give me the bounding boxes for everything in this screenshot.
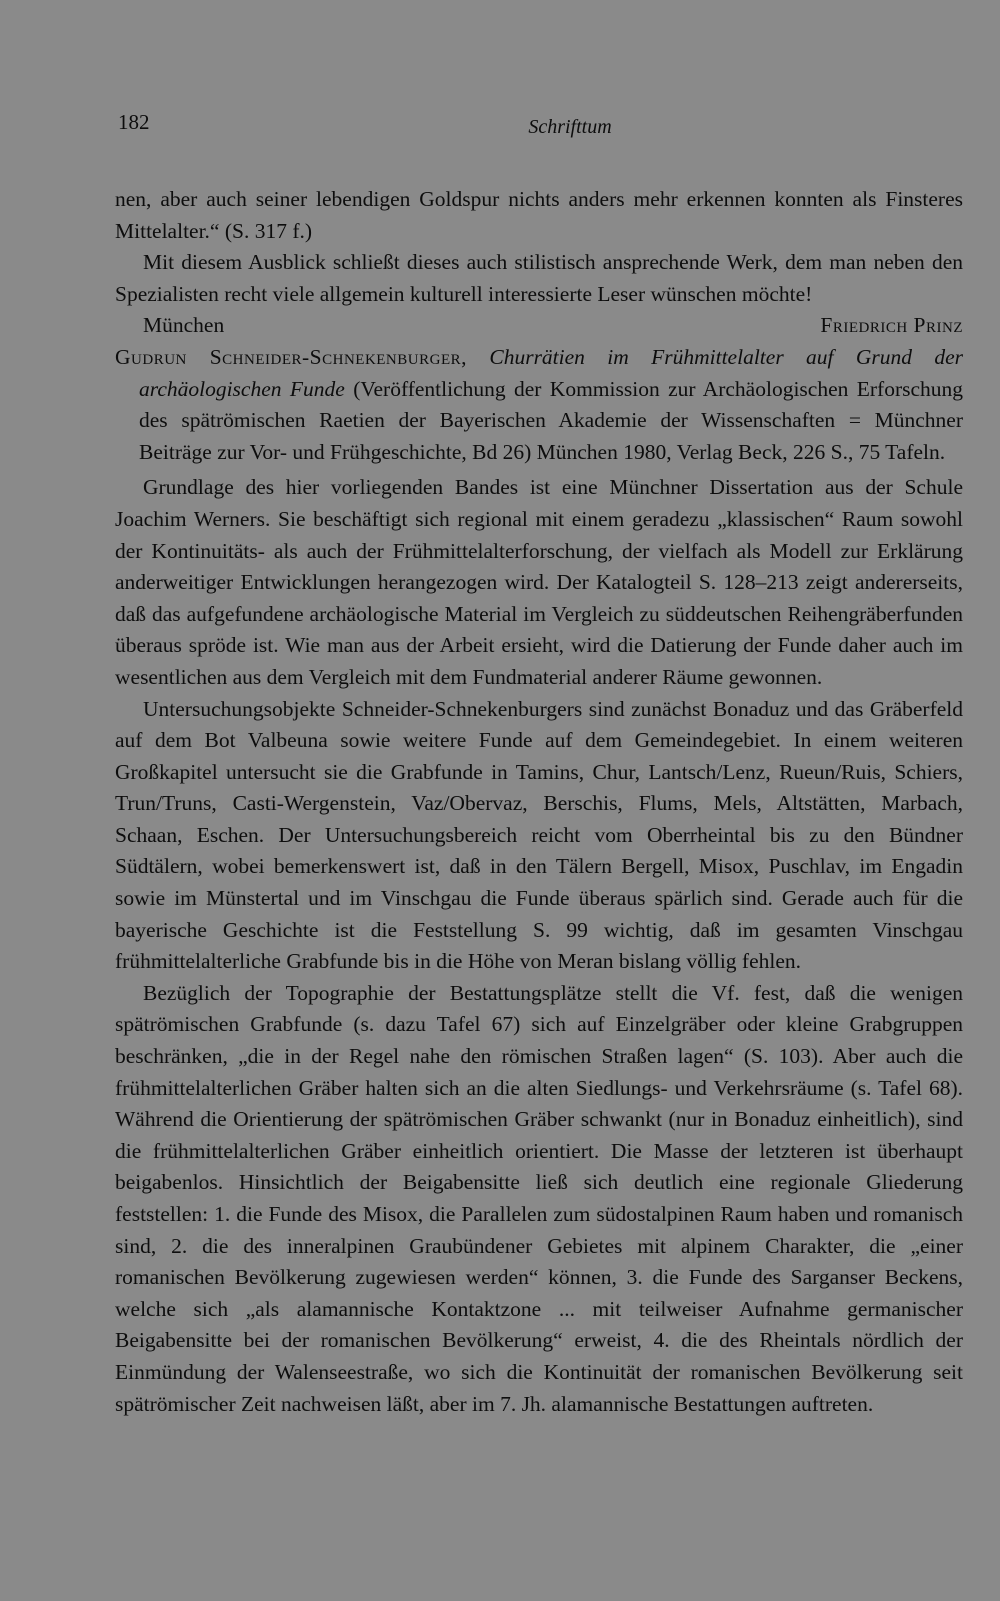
review-paragraph: Grundlage des hier vorliegenden Bandes ist eine Münchner Dissertation aus der Schule Joachim Werners. Sie beschäftigt sich regional mit einem geradezu „klassischen“ Raum sowohl der Kontinuitäts- als auch der Frühmittelalterforschung, der vielfach als Modell zur Erklärung anderweitiger Entwicklungen herangezogen wird. Der Katalogteil S. 128–213 zeigt andererseits, daß das aufgefundene archäologische Material im Vergleich zu süddeutschen Reihengräberfunden überaus spröde ist. Wie man aus der Arbeit ersieht, wird die Datierung der Funde daher auch im wesentlichen aus dem Vergleich mit dem Fundmaterial anderer Räume gewonnen. — [115, 475, 963, 689]
review-paragraph: Untersuchungsobjekte Schneider-Schnekenburgers sind zunächst Bonaduz und das Gräberfeld auf dem Bot Valbeuna sowie weitere Funde auf dem Gemeindegebiet. In einem weiteren Großkapitel untersucht sie die Grabfunde in Tamins, Chur, Lantsch/Lenz, Rueun/Ruis, Schiers, Trun/Truns, Casti-Wergenstein, Vaz/Obervaz, Berschis, Flums, Mels, Altstätten, Marbach, Schaan, Eschen. Der Untersuchungsbereich reicht vom Oberrheintal bis zu den Bündner Südtälern, wobei bemerkenswert ist, daß in den Tälern Bergell, Misox, Puschlav, im Engadin sowie im Münstertal und im Vinschgau die Funde überaus spärlich sind. Gerade auch für die bayerische Geschichte ist die Feststellung S. 99 wichtig, daß im gesamten Vinschgau frühmittelalterliche Grabfunde bis in die Höhe von Meran bislang völlig fehlen. — [115, 696, 963, 974]
review-bibliographic-heading — [115, 342, 963, 468]
review-book-details: (Veröffentlichung der Kommission zur Archäologischen Erforschung des spätrömischen Raetien der Bayerischen Akademie der Wissenschaften = Münchner Beiträge zur Vor- und Frühgeschichte, Bd 26) München 1980, Verlag Beck, 226 S., 75 Tafeln. — [139, 376, 964, 464]
page-number: 182 — [118, 110, 150, 134]
review-author: Gudrun Schneider-Schnekenburger, — [115, 344, 467, 369]
review-book-title: Churrätien im Frühmittelalter auf Grund der archäologischen Funde — [139, 344, 963, 401]
review-paragraph: Bezüglich der Topographie der Bestattungsplätze stellt die Vf. fest, daß die wenigen spätrömischen Grabfunde (s. dazu Tafel 67) sich auf Einzelgräber oder kleine Grabgruppen beschränken, „die in der Regel nahe den römischen Straßen lagen“ (S. 103). Aber auch die frühmittelalterlichen Gräber halten sich an die alten Siedlungs- und Verkehrsräume (s. Tafel 68). Während die Orientierung der spätrömischen Gräber schwankt (nur in Bonaduz einheitlich), sind die frühmittelalterlichen Gräber einheitlich orientiert. Die Masse der letzteren ist überhaupt beigabenlos. Hinsichtlich der Beigabensitte ließ sich deutlich eine regionale Gliederung feststellen: 1. die Funde des Misox, die Parallelen zum südostalpinen Raum haben und romanisch sind, 2. die des inneralpinen Graubündener Gebietes mit alpinem Charakter, die „einer romanischen Bevölkerung zugewiesen werden“ können, 3. die Funde des Sarganser Beckens, welche sich „als alamannische Kontaktzone ... mit teilweiser Aufnahme germanischer Beigabensitte bei der romanischen Bevölkerung“ erweist, 4. die des Rheintals nördlich der Einmündung der Walenseestraße, wo sich die Kontinuität der romanischen Bevölkerung seit spätrömischer Zeit nachweisen läßt, aber im 7. Jh. alamannische Bestattungen auftreten. — [115, 980, 963, 1416]
review-body — [115, 472, 963, 1420]
signature-place: München — [143, 313, 225, 338]
signature-reviewer: Friedrich Prinz — [820, 313, 963, 338]
previous-review-closing: Mit diesem Ausblick schließt dieses auch stilistisch ansprechende Werk, dem man neben den Spezialisten recht viele allgemein kulturell interessierte Leser wünschen möchte! — [115, 250, 963, 306]
page-body — [115, 184, 963, 1420]
previous-review-signature — [143, 310, 963, 342]
previous-review-continuation: nen, aber auch seiner lebendigen Goldspur nichts anders mehr erkennen konnten als Finsteres Mittelalter.“ (S. 317 f.) — [115, 187, 963, 243]
running-head: Schrifttum — [528, 116, 612, 138]
